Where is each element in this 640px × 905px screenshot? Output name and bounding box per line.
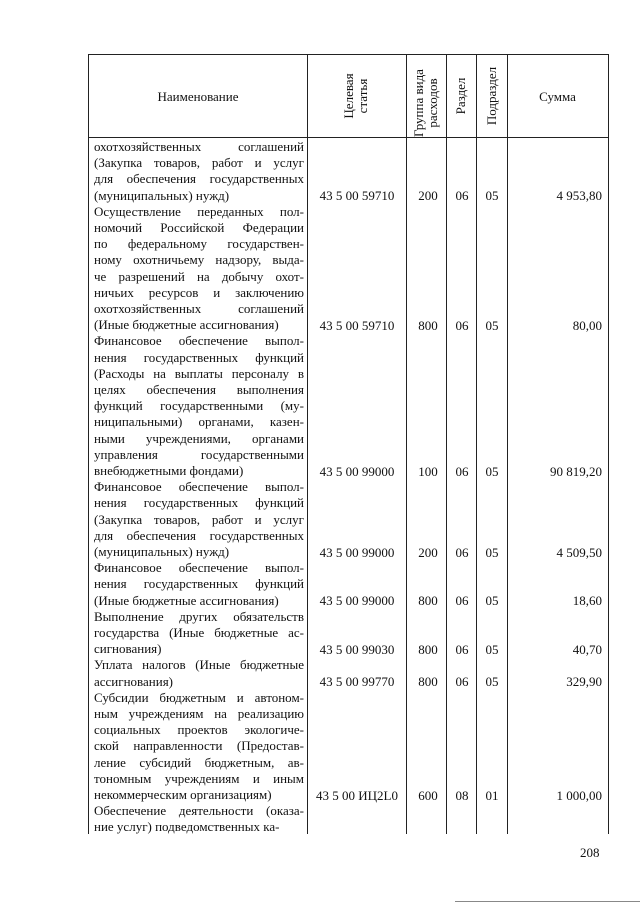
row-sum: 18,60: [572, 593, 602, 609]
row-name: [94, 139, 304, 204]
row-name-line: Осуществление переданных пол-: [94, 203, 304, 219]
row-name-line: номочий Российской Федерации: [94, 219, 304, 235]
row-name-line: ничьих ресурсов и заключению: [94, 284, 304, 300]
row-name-line: Финансовое обеспечение выпол-: [94, 479, 304, 495]
row-section: 08: [455, 787, 469, 803]
row-sum: 1 000,00: [556, 787, 602, 803]
row-name: [94, 803, 304, 835]
row-name-line: функций государственными (му-: [94, 398, 304, 414]
row-section: 06: [455, 641, 469, 657]
row-name-line: ниципальными) органами, казен-: [94, 414, 304, 430]
row-subsection: 05: [485, 641, 499, 657]
row-section: 06: [455, 593, 469, 609]
row-subsection: 05: [485, 188, 499, 204]
row-expense-group: 800: [418, 641, 438, 657]
row-target-article: 43 5 00 99000: [319, 593, 395, 609]
row-name-line: Финансовое обеспечение выпол-: [94, 560, 304, 576]
row-name-line: ление субсидий бюджетным, ав-: [94, 754, 304, 770]
col-sep-group: [446, 54, 447, 834]
row-name-line: социальных проектов экологиче-: [94, 722, 304, 738]
row-name-line: целях обеспечения выполнения: [94, 381, 304, 397]
row-name-line: тономным учреждениям и иным: [94, 770, 304, 786]
row-name-line: нения государственных функций: [94, 495, 304, 511]
header-target-article: Целевая статья: [341, 73, 370, 119]
row-sum: 4 953,80: [556, 188, 602, 204]
row-target-article: 43 5 00 ИЦ2L0: [316, 787, 398, 803]
row-expense-group: 600: [418, 787, 438, 803]
row-subsection: 01: [485, 787, 499, 803]
row-name-line: ской направленности (Предостав-: [94, 738, 304, 754]
row-name-line: (Закупка товаров, работ и услуг: [94, 155, 304, 171]
row-sum: 4 509,50: [556, 544, 602, 560]
row-expense-group: 200: [418, 544, 438, 560]
row-subsection: 05: [485, 674, 499, 690]
row-name-line: Субсидии бюджетным и автоном-: [94, 689, 304, 705]
row-name-line: сигнования): [94, 641, 162, 657]
col-sep-code: [406, 54, 407, 834]
row-section: 06: [455, 674, 469, 690]
col-sep-name: [307, 54, 308, 834]
row-target-article: 43 5 00 99770: [319, 674, 395, 690]
row-expense-group: 100: [418, 463, 438, 479]
header-subsection: Подраздел: [484, 66, 499, 126]
row-expense-group: 800: [418, 593, 438, 609]
row-sum: 90 819,20: [550, 463, 602, 479]
col-sep-section: [476, 54, 477, 834]
row-subsection: 05: [485, 544, 499, 560]
row-name: [94, 204, 304, 334]
row-target-article: 43 5 00 99000: [319, 463, 395, 479]
row-name-line: (муниципальных) нужд): [94, 543, 230, 559]
row-name-line: ными учреждениями, органами: [94, 430, 304, 446]
row-name-line: ние услуг) подведомственных ка-: [94, 819, 280, 835]
row-sum: 329,90: [566, 674, 602, 690]
row-name: [94, 657, 304, 689]
row-name-line: (Иные бюджетные ассигнования): [94, 317, 279, 333]
row-name-line: Выполнение других обязательств: [94, 608, 304, 624]
row-subsection: 05: [485, 317, 499, 333]
header-section: Раздел: [453, 77, 468, 115]
row-name-line: управления государственными: [94, 446, 304, 462]
row-target-article: 43 5 00 59710: [319, 317, 395, 333]
row-section: 06: [455, 463, 469, 479]
row-name-line: нения государственных функций: [94, 576, 304, 592]
row-name-line: некоммерческим организациям): [94, 786, 272, 802]
row-name-line: Финансовое обеспечение выпол-: [94, 333, 304, 349]
row-subsection: 05: [485, 593, 499, 609]
header-bottom-border: [88, 137, 608, 138]
row-section: 06: [455, 317, 469, 333]
row-name-line: (Закупка товаров, работ и услуг: [94, 511, 304, 527]
row-name-line: (Иные бюджетные ассигнования): [94, 592, 279, 608]
row-name: [94, 560, 304, 609]
row-name-line: охотхозяйственных соглашений: [94, 139, 304, 154]
row-name-line: ассигнования): [94, 673, 174, 689]
row-target-article: 43 5 00 99030: [319, 641, 395, 657]
row-section: 06: [455, 544, 469, 560]
row-name-line: по федеральному государствен-: [94, 236, 304, 252]
row-name-line: ному охотничьему надзору, выда-: [94, 252, 304, 268]
footer-rule: [455, 901, 640, 902]
row-name-line: че разрешений на добычу охот-: [94, 268, 304, 284]
row-name: [94, 690, 304, 803]
row-sum: 80,00: [572, 317, 602, 333]
row-expense-group: 800: [418, 317, 438, 333]
row-name-line: Обеспечение деятельности (оказа-: [94, 803, 304, 819]
row-name-line: охотхозяйственных соглашений: [94, 300, 304, 316]
row-target-article: 43 5 00 99000: [319, 544, 395, 560]
row-name-line: нения государственных функций: [94, 349, 304, 365]
row-name-line: государства (Иные бюджетные ас-: [94, 624, 304, 640]
row-name: [94, 609, 304, 658]
row-name-line: ным учреждениям на реализацию: [94, 705, 304, 721]
row-name-line: для обеспечения государственных: [94, 527, 304, 543]
row-name: [94, 479, 304, 560]
row-expense-group: 800: [418, 674, 438, 690]
row-section: 06: [455, 188, 469, 204]
header-expense-group: Группа вида расходов: [411, 69, 440, 137]
row-name-line: (муниципальных) нужд): [94, 187, 230, 203]
row-sum: 40,70: [572, 641, 602, 657]
header-sum: Сумма: [539, 88, 576, 104]
row-name-line: (Расходы на выплаты персоналу в: [94, 365, 304, 381]
col-sep-subsection: [507, 54, 508, 834]
row-expense-group: 200: [418, 188, 438, 204]
row-name: [94, 333, 304, 479]
row-target-article: 43 5 00 59710: [319, 188, 395, 204]
row-name-line: для обеспечения государственных: [94, 171, 304, 187]
page-number: 208: [580, 845, 600, 860]
row-name-line: внебюджетными фондами): [94, 462, 244, 478]
row-subsection: 05: [485, 463, 499, 479]
row-name-line: Уплата налогов (Иные бюджетные: [94, 657, 304, 673]
header-name: Наименование: [157, 88, 239, 104]
